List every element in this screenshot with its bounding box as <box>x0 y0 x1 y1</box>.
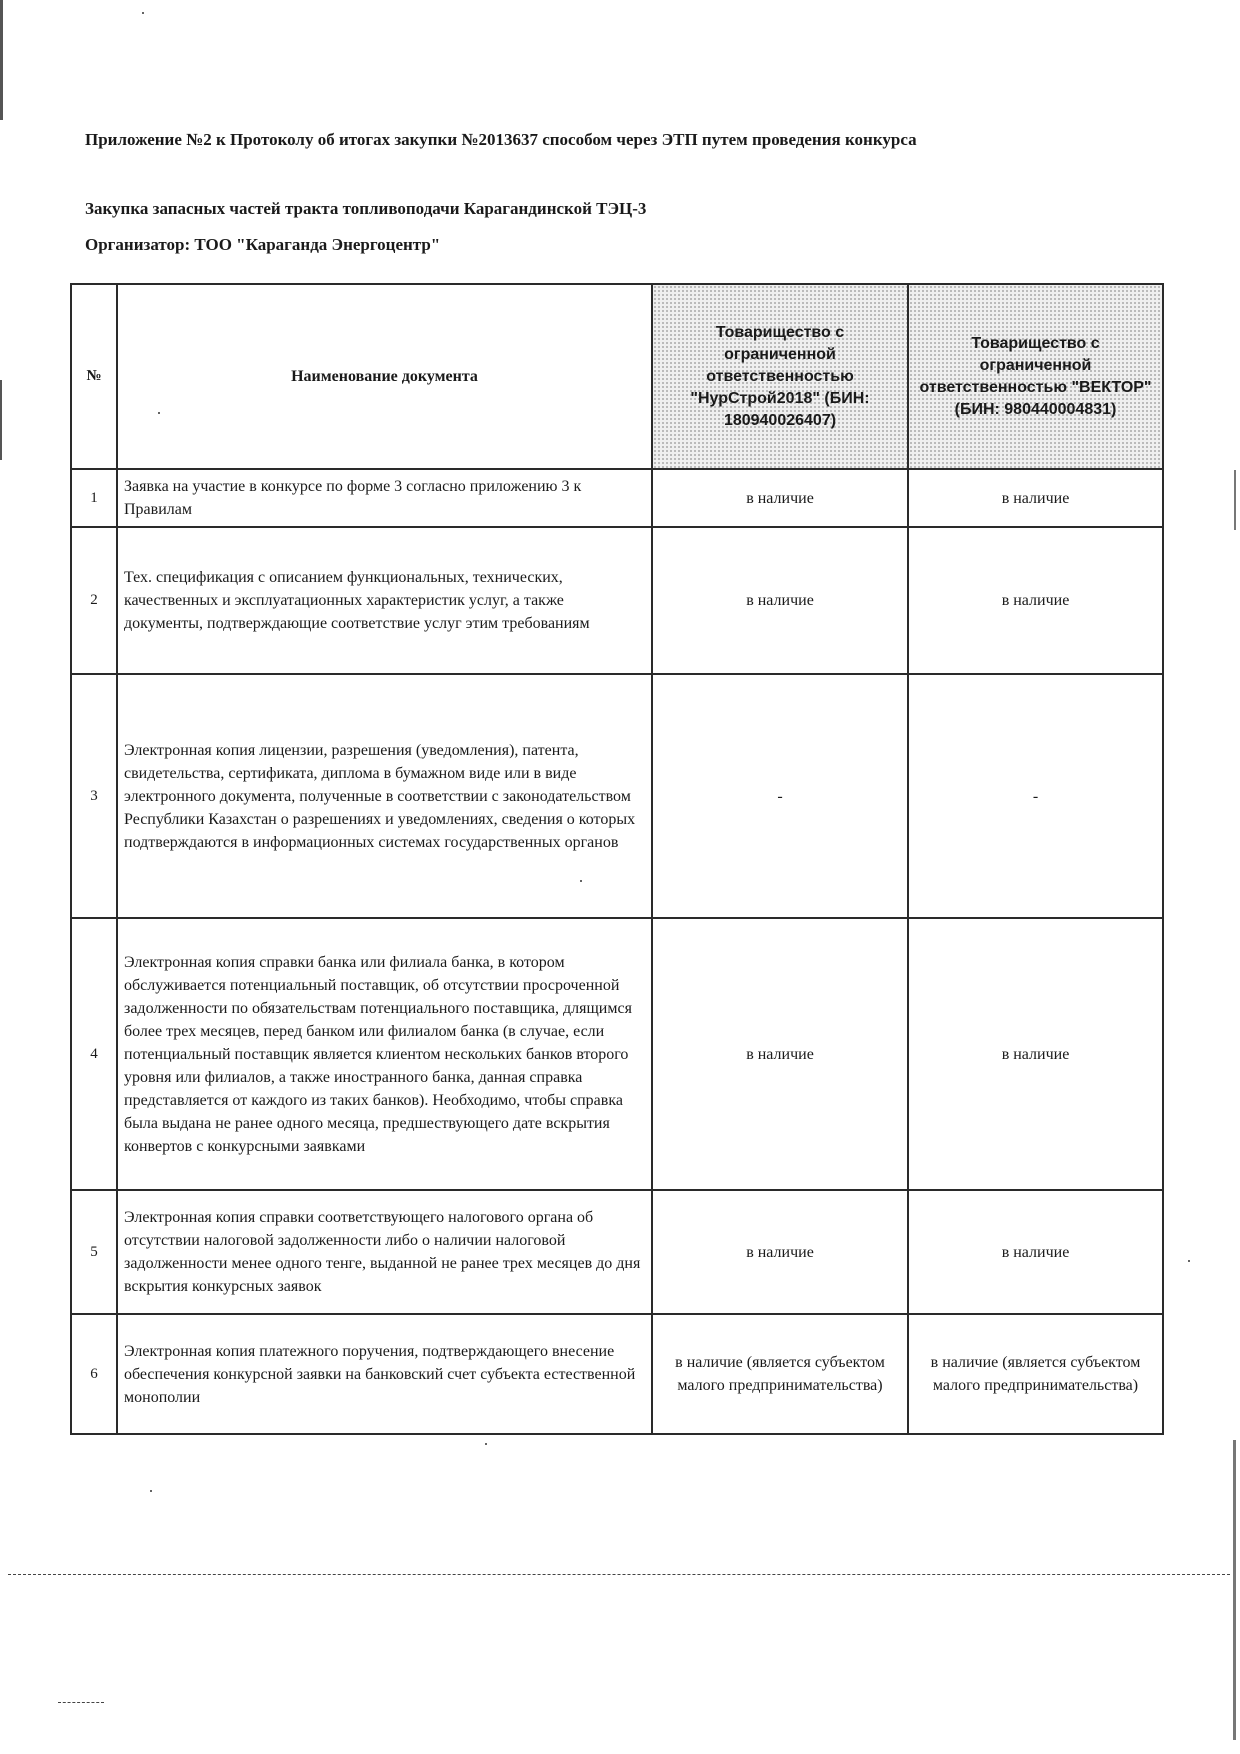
table-row <box>71 1314 1163 1434</box>
row-supplier2-status: в наличие <box>908 469 1163 527</box>
scan-speck <box>485 1443 487 1445</box>
row-supplier1-status: в наличие (является субъектом малого предпринимательства) <box>652 1314 908 1434</box>
scan-speck <box>1188 1260 1190 1262</box>
scan-divider-line <box>58 1702 104 1703</box>
row-document-name: Заявка на участие в конкурсе по форме 3 согласно приложению 3 к Правилам <box>117 469 652 527</box>
header-document-name: Наименование документа <box>117 284 652 469</box>
row-supplier1-status: в наличие <box>652 918 908 1190</box>
row-number: 3 <box>71 674 117 918</box>
row-supplier1-status: - <box>652 674 908 918</box>
organizer-line: Организатор: ТОО "Караганда Энергоцентр" <box>85 235 441 254</box>
scan-speck <box>150 1490 152 1492</box>
row-supplier2-status: в наличие <box>908 527 1163 674</box>
row-document-name: Электронная копия справки соответствующего налогового органа об отсутствии налоговой задолженности либо о наличии налоговой задолженности менее одного тенге, выданной не ранее трех месяцев до дня вскрытия конкурсных заявок <box>117 1190 652 1314</box>
row-number: 1 <box>71 469 117 527</box>
row-number: 2 <box>71 527 117 674</box>
row-supplier1-status: в наличие <box>652 527 908 674</box>
header-supplier-nurstroy: Товарищество с ограниченной ответственностью "НурСтрой2018" (БИН: 180940026407) <box>652 284 908 469</box>
table-header-row <box>71 284 1163 469</box>
row-document-name: Электронная копия платежного поручения, подтверждающего внесение обеспечения конкурсной заявки на банковский счет субъекта естественной монополии <box>117 1314 652 1434</box>
row-supplier1-status: в наличие <box>652 469 908 527</box>
row-supplier2-status: в наличие <box>908 1190 1163 1314</box>
scan-edge-right <box>1234 470 1236 530</box>
row-supplier1-status: в наличие <box>652 1190 908 1314</box>
table-row <box>71 469 1163 527</box>
table-row <box>71 674 1163 918</box>
appendix-title: Приложение №2 к Протоколу об итогах закупки №2013637 способом через ЭТП путем проведения конкурса <box>85 130 917 149</box>
scan-edge-left <box>0 380 2 460</box>
table-row <box>71 1190 1163 1314</box>
row-document-name: Электронная копия лицензии, разрешения (уведомления), патента, свидетельства, сертификата, диплома в бумажном виде или в виде электронного документа, полученные в соответствии с законодательством Республики Казахстан о разрешениях и уведомлениях, сведения о которых подтверждаются в информационных системах государственных органов <box>117 674 652 918</box>
header-supplier-vektor: Товарищество с ограниченной ответственностью "ВЕКТОР" (БИН: 980440004831) <box>908 284 1163 469</box>
scan-speck <box>580 880 582 882</box>
documents-table <box>70 283 1164 1435</box>
table-row <box>71 918 1163 1190</box>
row-document-name: Электронная копия справки банка или филиала банка, в котором обслуживается потенциальный поставщик, об отсутствии просроченной задолженности по обязательствам потенциального поставщика, длящимся более трех месяцев, перед банком или филиалом банка (в случае, если потенциальный поставщик является клиентом нескольких банков второго уровня или филиалов, а также иностранного банка, данная справка представляется от каждого из таких банков). Необходимо, чтобы справка была выдана не ранее одного месяца, предшествующего дате вскрытия конвертов с конкурсными заявками <box>117 918 652 1190</box>
purchase-title: Закупка запасных частей тракта топливоподачи Карагандинской ТЭЦ-3 <box>85 199 647 218</box>
scan-edge-right <box>1233 1440 1236 1740</box>
row-supplier2-status: в наличие (является субъектом малого предпринимательства) <box>908 1314 1163 1434</box>
row-supplier2-status: в наличие <box>908 918 1163 1190</box>
row-number: 6 <box>71 1314 117 1434</box>
row-number: 4 <box>71 918 117 1190</box>
scan-speck <box>158 412 160 414</box>
scan-edge-left <box>0 0 3 120</box>
scan-speck <box>142 12 144 14</box>
table-row <box>71 527 1163 674</box>
header-num: № <box>71 284 117 469</box>
row-supplier2-status: - <box>908 674 1163 918</box>
row-document-name: Тех. спецификация с описанием функциональных, технических, качественных и эксплуатационных характеристик услуг, а также документы, подтверждающие соответствие услуг этим требованиям <box>117 527 652 674</box>
row-number: 5 <box>71 1190 117 1314</box>
scan-divider-line <box>8 1574 1230 1575</box>
